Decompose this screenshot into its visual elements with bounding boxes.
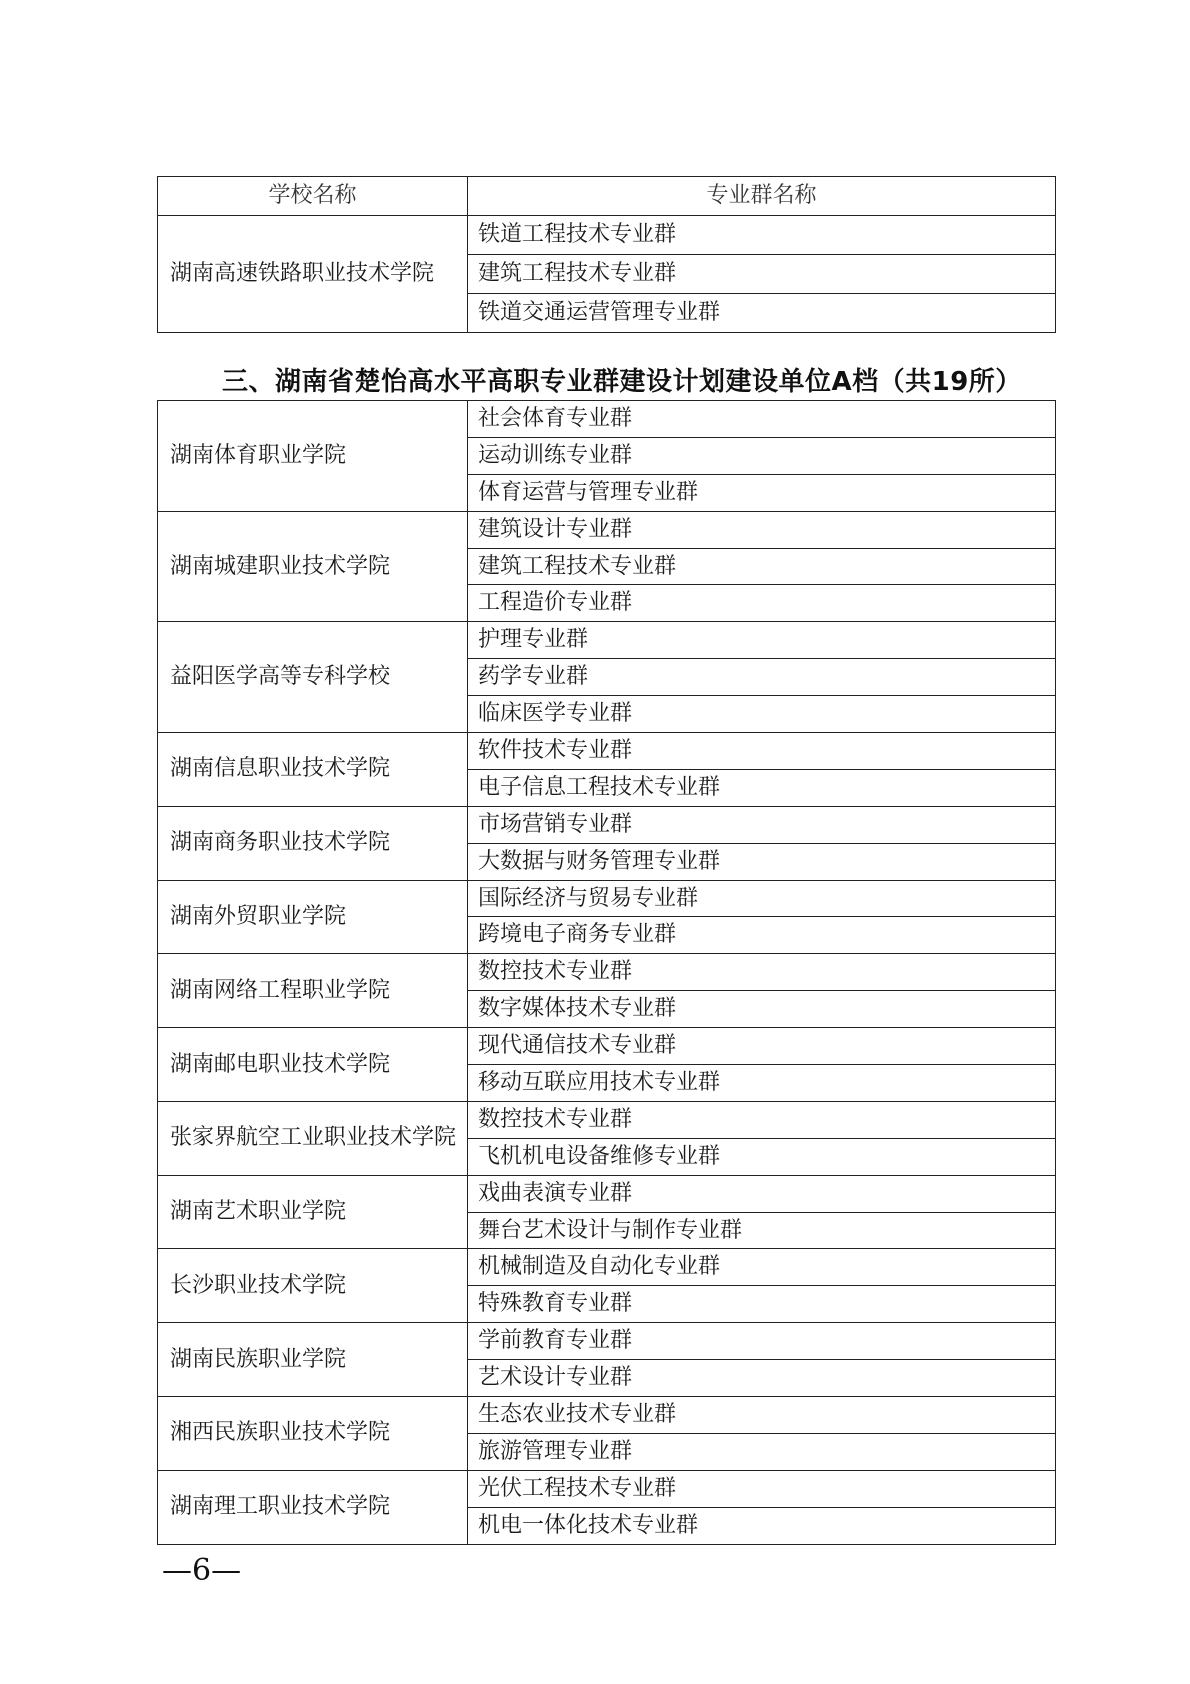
major-group-cell: 旅游管理专业群	[468, 1433, 1056, 1470]
school-name-cell: 湖南体育职业学院	[158, 401, 468, 512]
major-group-cell: 临床医学专业群	[468, 696, 1056, 733]
school-major-table-main	[157, 400, 1056, 1545]
major-group-cell: 数控技术专业群	[468, 1101, 1056, 1138]
school-name-cell: 长沙职业技术学院	[158, 1249, 468, 1323]
major-group-cell: 跨境电子商务专业群	[468, 917, 1056, 954]
major-group-cell: 工程造价专业群	[468, 585, 1056, 622]
table-row	[158, 954, 1056, 991]
major-group-cell: 数控技术专业群	[468, 954, 1056, 991]
table-row	[158, 1397, 1056, 1434]
major-group-cell: 药学专业群	[468, 659, 1056, 696]
table-row	[158, 216, 1056, 255]
table-row	[158, 1249, 1056, 1286]
major-group-cell: 运动训练专业群	[468, 437, 1056, 474]
table-row	[158, 733, 1056, 770]
table-row	[158, 1470, 1056, 1507]
major-group-cell: 光伏工程技术专业群	[468, 1470, 1056, 1507]
table-row	[158, 1323, 1056, 1360]
school-name-cell: 湖南理工职业技术学院	[158, 1470, 468, 1544]
school-name-cell: 湖南艺术职业学院	[158, 1175, 468, 1249]
table-main-body	[158, 401, 1056, 1545]
major-group-cell: 大数据与财务管理专业群	[468, 843, 1056, 880]
school-name-cell: 湖南邮电职业技术学院	[158, 1028, 468, 1102]
table-row	[158, 1101, 1056, 1138]
table-row	[158, 401, 1056, 438]
major-group-cell: 建筑设计专业群	[468, 511, 1056, 548]
school-name-cell: 湖南民族职业学院	[158, 1323, 468, 1397]
major-group-cell: 特殊教育专业群	[468, 1286, 1056, 1323]
major-group-cell: 数字媒体技术专业群	[468, 991, 1056, 1028]
school-name-cell: 湖南高速铁路职业技术学院	[158, 216, 468, 333]
header-school-name: 学校名称	[158, 177, 468, 216]
major-group-cell: 护理专业群	[468, 622, 1056, 659]
table-row	[158, 1028, 1056, 1065]
header-major-group-name: 专业群名称	[468, 177, 1056, 216]
page-number: —6—	[162, 1553, 242, 1588]
major-group-cell: 铁道交通运营管理专业群	[468, 294, 1056, 333]
major-group-cell: 艺术设计专业群	[468, 1360, 1056, 1397]
table-row	[158, 511, 1056, 548]
table-top-body	[158, 177, 1056, 333]
school-name-cell: 湖南网络工程职业学院	[158, 954, 468, 1028]
school-name-cell: 湖南信息职业技术学院	[158, 733, 468, 807]
major-group-cell: 社会体育专业群	[468, 401, 1056, 438]
school-name-cell: 湖南城建职业技术学院	[158, 511, 468, 622]
major-group-cell: 市场营销专业群	[468, 806, 1056, 843]
major-group-cell: 生态农业技术专业群	[468, 1397, 1056, 1434]
school-name-cell: 益阳医学高等专科学校	[158, 622, 468, 733]
table-header-row	[158, 177, 1056, 216]
table-row	[158, 1175, 1056, 1212]
major-group-cell: 学前教育专业群	[468, 1323, 1056, 1360]
major-group-cell: 铁道工程技术专业群	[468, 216, 1056, 255]
table-row	[158, 880, 1056, 917]
major-group-cell: 软件技术专业群	[468, 733, 1056, 770]
school-name-cell: 湖南外贸职业学院	[158, 880, 468, 954]
major-group-cell: 现代通信技术专业群	[468, 1028, 1056, 1065]
table-row	[158, 806, 1056, 843]
major-group-cell: 建筑工程技术专业群	[468, 255, 1056, 294]
major-group-cell: 戏曲表演专业群	[468, 1175, 1056, 1212]
major-group-cell: 机电一体化技术专业群	[468, 1507, 1056, 1544]
major-group-cell: 移动互联应用技术专业群	[468, 1065, 1056, 1102]
major-group-cell: 飞机机电设备维修专业群	[468, 1138, 1056, 1175]
table-row	[158, 622, 1056, 659]
section-heading: 三、湖南省楚怡高水平高职专业群建设计划建设单位A档（共19所）	[222, 367, 1022, 397]
school-name-cell: 湘西民族职业技术学院	[158, 1397, 468, 1471]
major-group-cell: 体育运营与管理专业群	[468, 474, 1056, 511]
major-group-cell: 建筑工程技术专业群	[468, 548, 1056, 585]
school-name-cell: 湖南商务职业技术学院	[158, 806, 468, 880]
major-group-cell: 电子信息工程技术专业群	[468, 769, 1056, 806]
major-group-cell: 机械制造及自动化专业群	[468, 1249, 1056, 1286]
major-group-cell: 舞台艺术设计与制作专业群	[468, 1212, 1056, 1249]
school-name-cell: 张家界航空工业职业技术学院	[158, 1101, 468, 1175]
major-group-cell: 国际经济与贸易专业群	[468, 880, 1056, 917]
school-major-table-top	[157, 176, 1056, 333]
